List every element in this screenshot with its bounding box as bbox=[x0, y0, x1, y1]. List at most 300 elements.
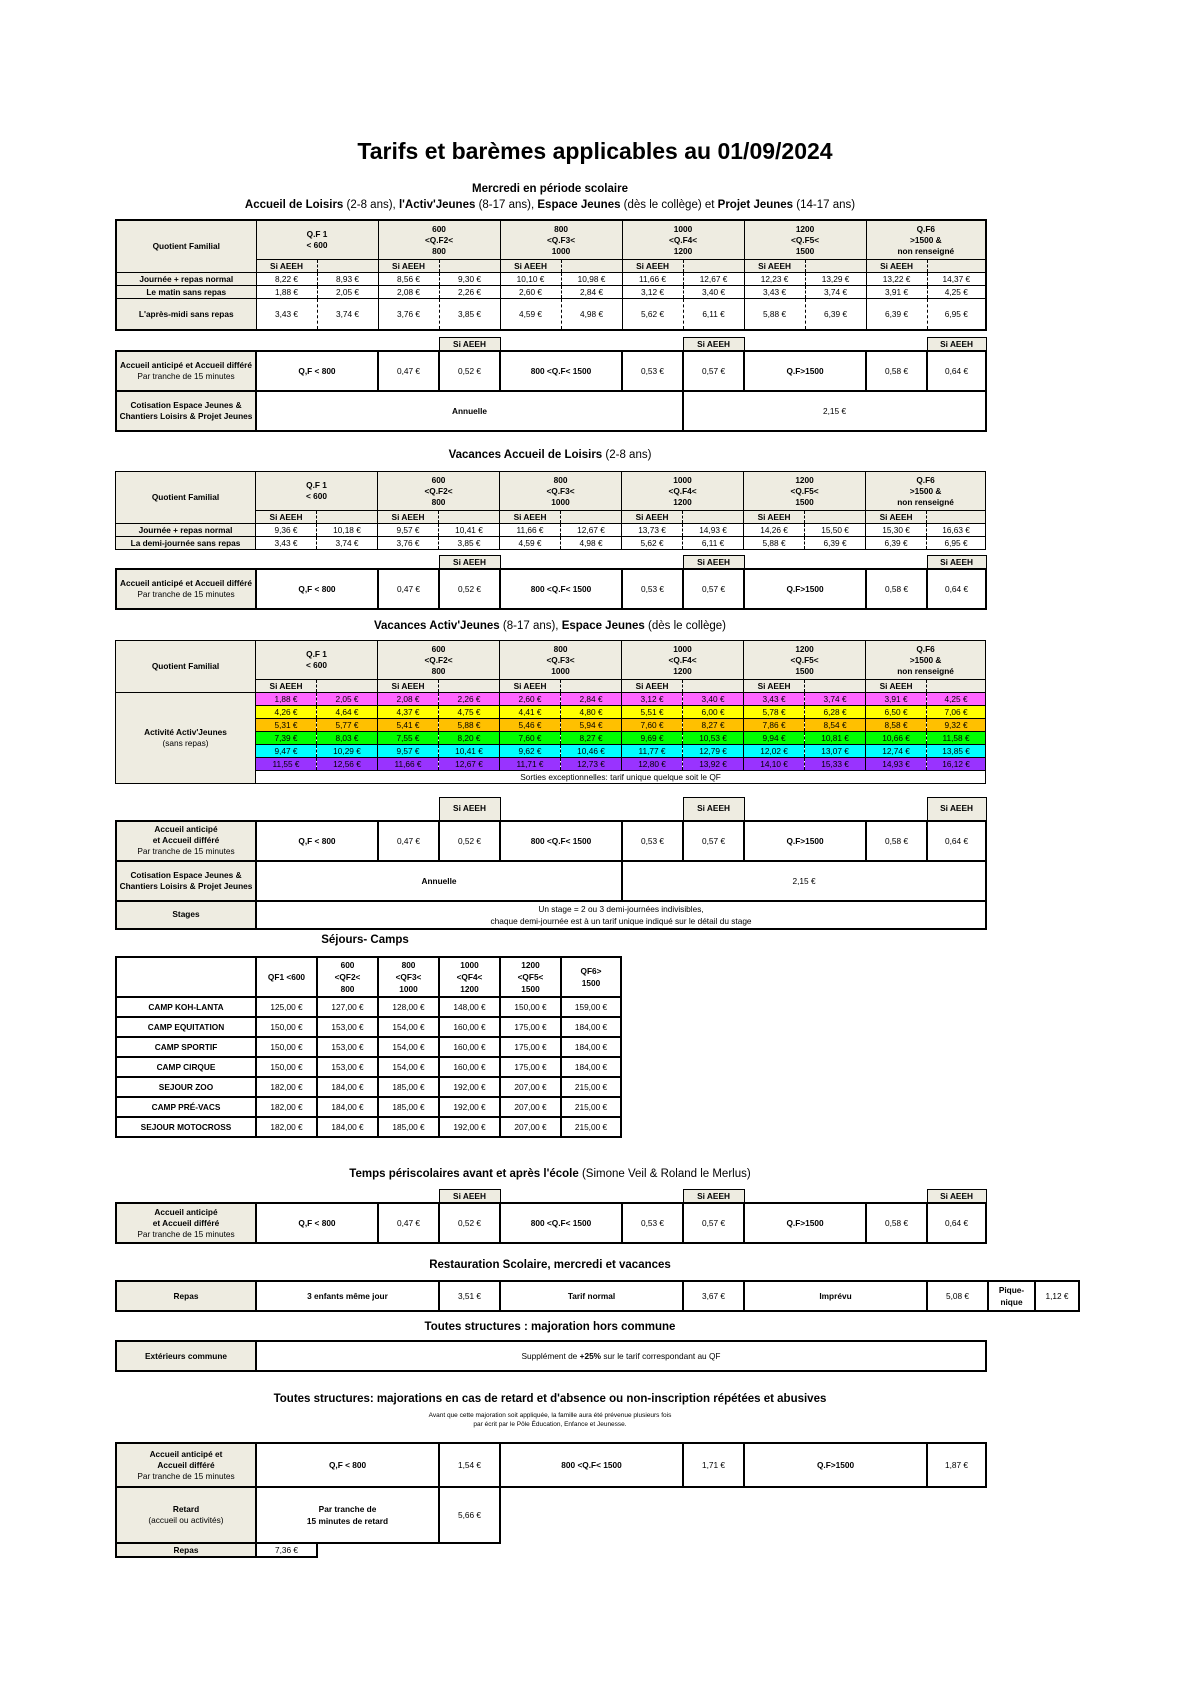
spacer bbox=[500, 338, 683, 352]
activ-price-value: 10,41 € bbox=[439, 745, 500, 758]
accueil-value: 0,47 € bbox=[378, 569, 439, 609]
spacer bbox=[500, 1487, 986, 1543]
accueil-label bbox=[116, 1203, 256, 1243]
price-value: 4,59 € bbox=[500, 299, 561, 331]
camp-price: 184,00 € bbox=[317, 1117, 378, 1137]
qf-header-line: Q.F 1 bbox=[306, 229, 328, 239]
activ-price-value: 5,88 € bbox=[439, 719, 500, 732]
activ-price-value: 6,28 € bbox=[805, 706, 866, 719]
repas-price: 3,67 € bbox=[683, 1281, 744, 1311]
qf-range: Q.F>1500 bbox=[744, 821, 866, 861]
activ-price-value: 3,40 € bbox=[683, 693, 744, 706]
section-heading-suffix: (2-8 ans) bbox=[602, 449, 652, 461]
section-heading: Restauration Scolaire, mercredi et vacances bbox=[429, 1259, 671, 1271]
accueil-label bbox=[116, 821, 256, 861]
activ-price-value: 4,41 € bbox=[500, 706, 561, 719]
price-value: 8,56 € bbox=[378, 273, 439, 286]
sejours-row bbox=[116, 1037, 621, 1057]
camp-price: 184,00 € bbox=[317, 1077, 378, 1097]
row-label-text: Stages bbox=[172, 909, 200, 919]
repas-price: 5,08 € bbox=[927, 1281, 988, 1311]
aeeh-label: Si AEEH bbox=[622, 511, 683, 524]
retard-row bbox=[116, 1487, 986, 1543]
supplement-percent: +25% bbox=[579, 1351, 602, 1361]
aeeh-blank bbox=[561, 680, 622, 693]
repas-price: 3,51 € bbox=[439, 1281, 500, 1311]
activ-price-value: 10,53 € bbox=[683, 732, 744, 745]
aeeh-label: Si AEEH bbox=[683, 338, 744, 352]
qf-header-line: Q.F6 bbox=[916, 643, 935, 654]
hors-commune-row bbox=[116, 1341, 986, 1371]
activ-price-value: 7,60 € bbox=[622, 719, 683, 732]
sejours-row bbox=[116, 1117, 621, 1137]
price-value: 2,60 € bbox=[500, 286, 561, 299]
price-row bbox=[116, 286, 986, 299]
price-value: 6,39 € bbox=[866, 537, 927, 550]
qf-header-line: 600 bbox=[431, 643, 446, 654]
section-sejours-title bbox=[255, 934, 475, 946]
accueil-row bbox=[116, 821, 986, 861]
qf-range: Q.F>1500 bbox=[744, 1443, 927, 1487]
price-value: 11,66 € bbox=[622, 273, 683, 286]
camp-price: 215,00 € bbox=[561, 1097, 621, 1117]
camp-label: SEJOUR ZOO bbox=[116, 1077, 256, 1097]
price-value: 3,40 € bbox=[683, 286, 744, 299]
activ-price-value: 4,80 € bbox=[561, 706, 622, 719]
sejours-row bbox=[116, 1097, 621, 1117]
camp-price: 154,00 € bbox=[378, 1057, 439, 1077]
retard-tranche-line: 15 minutes de retard bbox=[306, 1516, 389, 1526]
activ-price-value: 14,10 € bbox=[744, 758, 805, 771]
camp-price: 160,00 € bbox=[439, 1017, 500, 1037]
price-value: 3,74 € bbox=[805, 286, 866, 299]
aeeh-label: Si AEEH bbox=[500, 260, 561, 273]
qf-column-header bbox=[744, 220, 866, 260]
price-value: 6,11 € bbox=[683, 537, 744, 550]
qf-header-line: >1500 & bbox=[910, 234, 942, 245]
activ-price-value: 15,33 € bbox=[805, 758, 866, 771]
sejours-header-row bbox=[116, 957, 621, 997]
qf-column-header bbox=[622, 641, 744, 680]
repas-category: Imprévu bbox=[744, 1281, 927, 1311]
row-label-text: Cotisation Espace Jeunes & Chantiers Loisirs & Projet Jeunes bbox=[119, 869, 253, 891]
qf-column-header bbox=[622, 472, 744, 511]
cotisation-annuelle: Annuelle bbox=[256, 391, 683, 431]
sejours-header-line: <QF4< bbox=[456, 972, 483, 982]
row-label-text: Journée + repas normal bbox=[139, 273, 234, 284]
price-value: 4,59 € bbox=[500, 537, 561, 550]
row-label-sub: Par tranche de 15 minutes bbox=[137, 1470, 235, 1481]
aeeh-label: Si AEEH bbox=[927, 556, 986, 570]
camp-price: 215,00 € bbox=[561, 1077, 621, 1097]
accueil-value: 0,52 € bbox=[439, 351, 500, 391]
camp-label: CAMP CIRQUE bbox=[116, 1057, 256, 1077]
sejours-header-line: 800 bbox=[401, 960, 416, 970]
camp-price: 184,00 € bbox=[561, 1057, 621, 1077]
section-heading: Vacances Activ'Jeunes bbox=[374, 620, 500, 632]
camp-price: 128,00 € bbox=[378, 997, 439, 1017]
price-value: 2,08 € bbox=[378, 286, 439, 299]
exterieurs-label bbox=[116, 1341, 256, 1371]
qf-column-header bbox=[256, 472, 378, 511]
price-value: 4,25 € bbox=[927, 286, 986, 299]
activ-price-value: 9,57 € bbox=[378, 745, 439, 758]
price-value: 2,26 € bbox=[439, 286, 500, 299]
qf-range: 800 <Q.F< 1500 bbox=[500, 569, 622, 609]
qf-header-line: < 600 bbox=[306, 491, 327, 501]
repas-category: Tarif normal bbox=[500, 1281, 683, 1311]
retard-value: 1,71 € bbox=[683, 1443, 744, 1487]
retard-repas-row bbox=[116, 1543, 986, 1557]
activ-price-value: 2,08 € bbox=[378, 693, 439, 706]
qf-header-line: 1200 bbox=[673, 665, 692, 676]
qf-header-line: 800 bbox=[553, 643, 568, 654]
qf-header-line: <Q.F4< bbox=[668, 654, 697, 665]
sejours-header-line: 1500 bbox=[581, 978, 601, 988]
price-value: 3,43 € bbox=[744, 286, 805, 299]
activ-price-value: 9,69 € bbox=[622, 732, 683, 745]
blank-header bbox=[116, 957, 256, 997]
aeeh-label: Si AEEH bbox=[256, 511, 317, 524]
qf-header-line: 1000 bbox=[673, 474, 692, 485]
camp-price: 192,00 € bbox=[439, 1117, 500, 1137]
accueil-value: 0,57 € bbox=[683, 351, 744, 391]
accueil-value: 0,64 € bbox=[927, 569, 986, 609]
qf-range: Q,F < 800 bbox=[256, 821, 378, 861]
price-value: 6,39 € bbox=[805, 299, 866, 331]
price-value: 5,62 € bbox=[622, 299, 683, 331]
activ-price-value: 8,54 € bbox=[805, 719, 866, 732]
sejours-header-line: QF6> bbox=[580, 966, 602, 976]
accueil-row bbox=[116, 569, 986, 609]
qf-header-line: 1200 bbox=[795, 474, 814, 485]
price-value: 3,76 € bbox=[378, 537, 439, 550]
activ-price-value: 2,84 € bbox=[561, 693, 622, 706]
camp-price: 182,00 € bbox=[256, 1077, 317, 1097]
activ-jeunes-table bbox=[115, 640, 986, 784]
qf-header-line: <Q.F4< bbox=[668, 234, 698, 245]
activ-price-value: 7,39 € bbox=[256, 732, 317, 745]
spacer bbox=[500, 1190, 683, 1204]
activ-price-value: 10,46 € bbox=[561, 745, 622, 758]
price-value: 6,11 € bbox=[683, 299, 744, 331]
price-value: 1,88 € bbox=[256, 286, 317, 299]
camp-price: 185,00 € bbox=[378, 1117, 439, 1137]
qf-header-line: 800 bbox=[554, 223, 568, 234]
sejours-header-line: 600 bbox=[340, 960, 355, 970]
sejours-header-line: <QF3< bbox=[395, 972, 422, 982]
sejours-header-line: 1000 bbox=[399, 984, 418, 994]
price-value: 3,74 € bbox=[317, 537, 378, 550]
qf-label bbox=[116, 472, 256, 524]
mercredi-accueil-table bbox=[115, 337, 987, 432]
camp-price: 159,00 € bbox=[561, 997, 621, 1017]
camp-price: 207,00 € bbox=[500, 1077, 561, 1097]
camp-price: 125,00 € bbox=[256, 997, 317, 1017]
activ-price-value: 4,75 € bbox=[439, 706, 500, 719]
qf-header-line: 1200 bbox=[673, 245, 693, 256]
qf-label bbox=[116, 641, 256, 693]
accueil-value: 0,64 € bbox=[927, 1203, 986, 1243]
qf-header-line: 1000 bbox=[551, 245, 571, 256]
price-value: 12,67 € bbox=[561, 524, 622, 537]
camp-price: 184,00 € bbox=[317, 1097, 378, 1117]
accueil-label bbox=[116, 569, 256, 609]
accueil-row bbox=[116, 1203, 986, 1243]
qf-header-line: 600 bbox=[431, 474, 446, 485]
accueil-value: 0,57 € bbox=[683, 569, 744, 609]
cotisation-value: 2,15 € bbox=[683, 391, 986, 431]
qf-header-line: <Q.F2< bbox=[424, 485, 453, 496]
price-value: 14,26 € bbox=[744, 524, 805, 537]
section-heading-part: (8-17 ans), bbox=[499, 620, 562, 632]
spacer bbox=[744, 798, 927, 821]
qf-range: Q,F < 800 bbox=[256, 1203, 378, 1243]
row-label-text: Repas bbox=[173, 1290, 199, 1301]
aeeh-label: Si AEEH bbox=[744, 511, 805, 524]
qf-range: 800 <Q.F< 1500 bbox=[500, 351, 622, 391]
price-value: 3,43 € bbox=[256, 537, 317, 550]
camp-price: 207,00 € bbox=[500, 1097, 561, 1117]
price-value: 5,62 € bbox=[622, 537, 683, 550]
camp-price: 150,00 € bbox=[500, 997, 561, 1017]
accueil-value: 0,53 € bbox=[622, 351, 683, 391]
price-value: 12,23 € bbox=[744, 273, 805, 286]
row-label-text: Activité Activ'Jeunes bbox=[144, 727, 227, 737]
price-row-label bbox=[116, 524, 256, 537]
qf-column-header bbox=[256, 220, 378, 260]
activ-price-value: 12,67 € bbox=[439, 758, 500, 771]
stages-row bbox=[116, 901, 986, 929]
qf-header-line: 1200 bbox=[795, 223, 815, 234]
camp-price: 184,00 € bbox=[561, 1017, 621, 1037]
price-value: 11,66 € bbox=[500, 524, 561, 537]
qf-header-line: Q.F 1 bbox=[306, 480, 327, 490]
section-heading-part: Espace Jeunes bbox=[561, 620, 645, 632]
retard-tranche bbox=[256, 1487, 439, 1543]
repas-price: 1,12 € bbox=[1035, 1281, 1079, 1311]
cotisation-label bbox=[116, 391, 256, 431]
aeeh-label: Si AEEH bbox=[439, 1190, 500, 1204]
qf-header-line: 1000 bbox=[673, 223, 693, 234]
camp-price: 150,00 € bbox=[256, 1037, 317, 1057]
price-value: 14,93 € bbox=[683, 524, 744, 537]
qf-header-line: 1200 bbox=[673, 496, 692, 507]
section-periscolaire-title bbox=[115, 1168, 985, 1180]
camp-price: 148,00 € bbox=[439, 997, 500, 1017]
activ-price-value: 2,60 € bbox=[500, 693, 561, 706]
subtitle-part: (8-17 ans), bbox=[475, 199, 538, 211]
camp-price: 154,00 € bbox=[378, 1017, 439, 1037]
accueil-value: 0,57 € bbox=[683, 821, 744, 861]
activ-price-value: 10,81 € bbox=[805, 732, 866, 745]
periscolaire-table bbox=[115, 1189, 987, 1244]
sejours-qf-header bbox=[256, 957, 317, 997]
qf-column-header bbox=[378, 641, 500, 680]
aeeh-label: Si AEEH bbox=[683, 1190, 744, 1204]
price-value: 13,73 € bbox=[622, 524, 683, 537]
aeeh-blank bbox=[927, 680, 986, 693]
vacances-al-table bbox=[115, 471, 986, 550]
qf-header-line: <Q.F3< bbox=[546, 654, 575, 665]
camp-price: 175,00 € bbox=[500, 1057, 561, 1077]
price-row bbox=[116, 537, 986, 550]
restauration-row bbox=[116, 1281, 1079, 1311]
qf-header-line: 800 bbox=[432, 245, 446, 256]
page-title: Tarifs et barèmes applicables au 01/09/2024 bbox=[357, 138, 833, 164]
aeeh-blank bbox=[317, 260, 378, 273]
activ-price-value: 5,41 € bbox=[378, 719, 439, 732]
camp-price: 175,00 € bbox=[500, 1017, 561, 1037]
price-value: 3,43 € bbox=[256, 299, 317, 331]
retard-note bbox=[115, 1411, 985, 1429]
qf-header-row bbox=[116, 220, 986, 260]
aeeh-label: Si AEEH bbox=[378, 260, 439, 273]
aeeh-blank bbox=[683, 680, 744, 693]
subtitle-part: l'Activ'Jeunes bbox=[398, 199, 476, 211]
row-label-text: Accueil anticipé bbox=[154, 824, 218, 834]
camp-price: 184,00 € bbox=[561, 1037, 621, 1057]
cotisation-annuelle: Annuelle bbox=[256, 861, 622, 901]
qf-header-line: <Q.F4< bbox=[668, 485, 697, 496]
activ-price-value: 7,55 € bbox=[378, 732, 439, 745]
subtitle-part: (2-8 ans), bbox=[343, 199, 399, 211]
activ-price-value: 10,66 € bbox=[866, 732, 927, 745]
activ-price-value: 3,91 € bbox=[866, 693, 927, 706]
camp-price: 160,00 € bbox=[439, 1057, 500, 1077]
qf-column-header bbox=[744, 472, 866, 511]
activ-price-value: 5,77 € bbox=[317, 719, 378, 732]
aeeh-blank bbox=[561, 260, 622, 273]
qf-column-header bbox=[866, 641, 986, 680]
cotisation-row bbox=[116, 861, 986, 901]
aeeh-blank bbox=[561, 511, 622, 524]
aeeh-label: Si AEEH bbox=[683, 556, 744, 570]
accueil-value: 0,58 € bbox=[866, 1203, 927, 1243]
retard-repas-label: Repas bbox=[116, 1543, 256, 1557]
aeeh-label: Si AEEH bbox=[439, 338, 500, 352]
aeeh-label: Si AEEH bbox=[927, 338, 986, 352]
aeeh-label: Si AEEH bbox=[866, 260, 927, 273]
activ-price-value: 13,92 € bbox=[683, 758, 744, 771]
activ-price-value: 7,86 € bbox=[744, 719, 805, 732]
price-value: 8,22 € bbox=[256, 273, 317, 286]
sejours-header-line: 800 bbox=[340, 984, 355, 994]
restauration-table bbox=[115, 1280, 1080, 1312]
aeeh-blank bbox=[805, 260, 866, 273]
sejours-row bbox=[116, 1057, 621, 1077]
section-activ-title bbox=[115, 620, 985, 632]
activ-price-value: 5,31 € bbox=[256, 719, 317, 732]
camp-price: 192,00 € bbox=[439, 1097, 500, 1117]
stages-label bbox=[116, 901, 256, 929]
qf-column-header bbox=[378, 472, 500, 511]
retard-table bbox=[115, 1442, 987, 1558]
activ-price-value: 12,74 € bbox=[866, 745, 927, 758]
row-label-text: Accueil différé bbox=[157, 1459, 215, 1470]
qf-header-line: Q.F 1 bbox=[306, 649, 327, 659]
accueil-value: 0,47 € bbox=[378, 821, 439, 861]
price-value: 3,12 € bbox=[622, 286, 683, 299]
activ-price-value: 4,25 € bbox=[927, 693, 986, 706]
price-value: 6,95 € bbox=[927, 537, 986, 550]
qf-column-header bbox=[744, 641, 866, 680]
aeeh-label: Si AEEH bbox=[378, 511, 439, 524]
camp-price: 153,00 € bbox=[317, 1037, 378, 1057]
subtitle-part: Projet Jeunes bbox=[717, 199, 794, 211]
qf-header-row bbox=[116, 641, 986, 680]
spacer bbox=[500, 556, 683, 570]
activ-price-value: 2,26 € bbox=[439, 693, 500, 706]
activ-price-value: 12,73 € bbox=[561, 758, 622, 771]
activ-price-value: 13,07 € bbox=[805, 745, 866, 758]
price-value: 10,18 € bbox=[317, 524, 378, 537]
row-label-sub: (sans repas) bbox=[162, 738, 209, 748]
subtitle-part: Accueil de Loisirs bbox=[244, 199, 344, 211]
price-value: 3,74 € bbox=[317, 299, 378, 331]
sejours-row bbox=[116, 997, 621, 1017]
price-value: 8,93 € bbox=[317, 273, 378, 286]
qf-header-line: 1500 bbox=[795, 665, 814, 676]
price-value: 2,84 € bbox=[561, 286, 622, 299]
activ-price-value: 11,66 € bbox=[378, 758, 439, 771]
row-label-sub: Par tranche de 15 minutes bbox=[137, 371, 235, 381]
qf-range: Q.F>1500 bbox=[744, 351, 866, 391]
price-value: 4,98 € bbox=[561, 537, 622, 550]
activ-price-value: 7,60 € bbox=[500, 732, 561, 745]
section-heading: Toutes structures: majorations en cas de retard et d'absence ou non-inscription répétées et abusives bbox=[273, 1393, 827, 1405]
stages-text bbox=[256, 901, 986, 929]
accueil-value: 0,64 € bbox=[927, 351, 986, 391]
camp-price: 127,00 € bbox=[317, 997, 378, 1017]
accueil-value: 0,58 € bbox=[866, 351, 927, 391]
qf-header-line: non renseigné bbox=[897, 245, 955, 256]
price-value: 5,88 € bbox=[744, 537, 805, 550]
camp-label: CAMP KOH-LANTA bbox=[116, 997, 256, 1017]
camp-price: 185,00 € bbox=[378, 1097, 439, 1117]
retard-note-line: par écrit par le Pôle Éducation, Enfance et Jeunesse. bbox=[473, 1421, 627, 1428]
sejours-header-line: 1000 bbox=[460, 960, 479, 970]
qf-header-line: 800 bbox=[431, 665, 446, 676]
row-label-text: La demi-journée sans repas bbox=[130, 537, 241, 548]
qf-header-row bbox=[116, 472, 986, 511]
camp-price: 153,00 € bbox=[317, 1017, 378, 1037]
price-value: 10,98 € bbox=[561, 273, 622, 286]
activ-price-value: 3,12 € bbox=[622, 693, 683, 706]
activ-price-value: 9,32 € bbox=[927, 719, 986, 732]
aeeh-blank bbox=[805, 680, 866, 693]
qf-header-line: 800 bbox=[431, 496, 446, 507]
camp-label: CAMP SPORTIF bbox=[116, 1037, 256, 1057]
qf-range: Q,F < 800 bbox=[256, 1443, 439, 1487]
price-value: 9,36 € bbox=[256, 524, 317, 537]
price-value: 15,50 € bbox=[805, 524, 866, 537]
qf-column-header bbox=[500, 641, 622, 680]
camp-label: CAMP PRÉ-VACS bbox=[116, 1097, 256, 1117]
qf-range: Q,F < 800 bbox=[256, 351, 378, 391]
activ-price-value: 9,94 € bbox=[744, 732, 805, 745]
accueil-value: 0,52 € bbox=[439, 1203, 500, 1243]
accueil-row bbox=[116, 351, 986, 391]
qf-range: Q.F>1500 bbox=[744, 1203, 866, 1243]
sejours-header-line: 1200 bbox=[521, 960, 540, 970]
section-heading-part: (dès le collège) bbox=[644, 620, 726, 632]
camp-price: 192,00 € bbox=[439, 1077, 500, 1097]
qf-header-line: 1200 bbox=[795, 643, 814, 654]
accueil-value: 0,53 € bbox=[622, 1203, 683, 1243]
qf-column-header bbox=[500, 220, 622, 260]
section-heading: Séjours- Camps bbox=[321, 934, 409, 946]
